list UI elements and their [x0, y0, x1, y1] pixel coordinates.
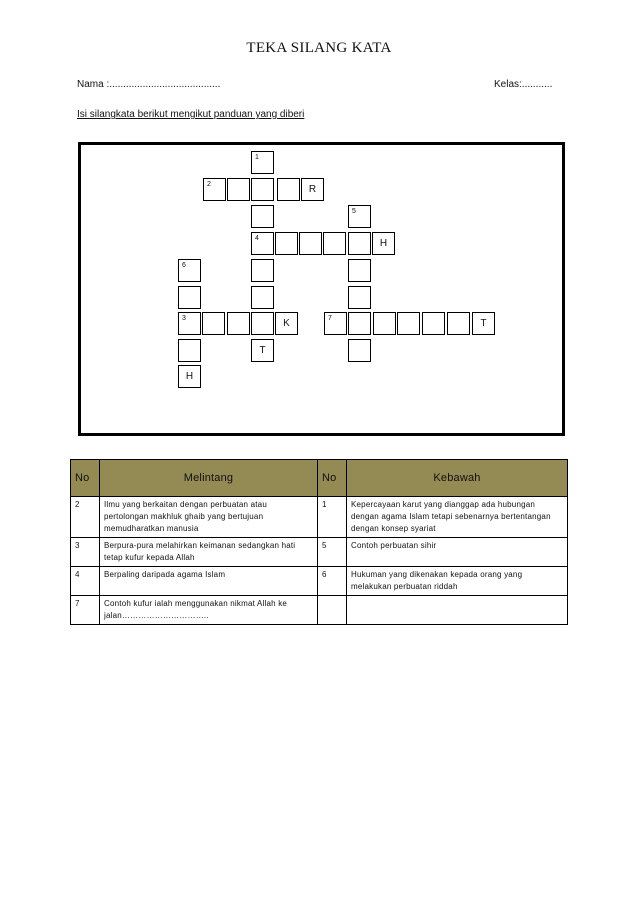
crossword-cell[interactable] [251, 205, 274, 228]
crossword-cell[interactable] [397, 312, 420, 335]
column-header: Kebawah [347, 460, 568, 497]
crossword-cell[interactable] [323, 232, 346, 255]
class-field[interactable]: Kelas:........... [494, 79, 553, 90]
clue-number: 4 [255, 235, 259, 242]
clue-number-cell: 2 [71, 497, 100, 538]
crossword-cell[interactable] [227, 312, 250, 335]
crossword-cell[interactable] [447, 312, 470, 335]
crossword-cell[interactable] [178, 286, 201, 309]
clue-number: 1 [255, 154, 259, 161]
crossword-cell[interactable] [472, 312, 495, 335]
across-clue: Berpaling daripada agama Islam [100, 567, 318, 596]
clues-header-row [71, 460, 568, 497]
crossword-cell[interactable] [348, 205, 371, 228]
column-header: No [71, 460, 100, 497]
clue-number: 7 [328, 315, 332, 322]
clue-number: 3 [182, 315, 186, 322]
given-letter: R [308, 184, 317, 195]
crossword-cell[interactable] [373, 312, 396, 335]
table-row [71, 596, 568, 625]
across-clue: Berpura-pura melahirkan keimanan sedangkan hati tetap kufur kepada Allah [100, 538, 318, 567]
crossword-cell[interactable] [348, 312, 371, 335]
down-clue [347, 596, 568, 625]
crossword-board [78, 142, 565, 436]
crossword-cell[interactable] [251, 151, 274, 174]
crossword-cell[interactable] [202, 312, 225, 335]
table-row [71, 567, 568, 596]
across-clue: Contoh kufur ialah menggunakan nikmat Allah ke jalan………………………….. [100, 596, 318, 625]
clue-number-cell: 6 [318, 567, 347, 596]
column-header: Melintang [100, 460, 318, 497]
crossword-cell[interactable] [275, 232, 298, 255]
given-letter: H [185, 371, 194, 382]
name-field[interactable]: Nama :........................................ [77, 79, 221, 90]
crossword-cell[interactable] [203, 178, 226, 201]
clue-number-cell [318, 596, 347, 625]
crossword-cell[interactable] [251, 178, 274, 201]
crossword-cell[interactable] [348, 259, 371, 282]
instruction-text: Isi silangkata berikut mengikut panduan yang diberi [77, 109, 305, 120]
clue-number-cell: 1 [318, 497, 347, 538]
down-clue: Hukuman yang dikenakan kepada orang yang melakukan perbuatan riddah [347, 567, 568, 596]
crossword-cell[interactable] [251, 286, 274, 309]
given-letter: T [259, 345, 266, 356]
crossword-cell[interactable] [348, 286, 371, 309]
crossword-cell[interactable] [301, 178, 324, 201]
table-row [71, 497, 568, 538]
clue-number: 2 [207, 181, 211, 188]
crossword-cell[interactable] [178, 312, 201, 335]
down-clue: Kepercayaan karut yang dianggap ada hubungan dengan agama Islam tetapi sebenarnya bertentangan dengan konsep syariat [347, 497, 568, 538]
across-clue: Ilmu yang berkaitan dengan perbuatan atau pertolongan makhluk ghaib yang bertujuan memudharatkan manusia [100, 497, 318, 538]
clue-number-cell: 5 [318, 538, 347, 567]
column-header: No [318, 460, 347, 497]
crossword-cell[interactable] [251, 259, 274, 282]
table-row [71, 538, 568, 567]
crossword-cell[interactable] [178, 259, 201, 282]
crossword-cell[interactable] [277, 178, 300, 201]
crossword-cell[interactable] [372, 232, 395, 255]
crossword-cell[interactable] [299, 232, 322, 255]
given-letter: K [283, 318, 290, 329]
crossword-cell[interactable] [275, 312, 298, 335]
clues-table [70, 459, 568, 625]
crossword-cell[interactable] [324, 312, 347, 335]
given-letter: H [379, 238, 388, 249]
crossword-cell[interactable] [178, 339, 201, 362]
crossword-cell[interactable] [348, 339, 371, 362]
crossword-cell[interactable] [348, 232, 371, 255]
clue-number: 5 [352, 208, 356, 215]
crossword-cell[interactable] [251, 312, 274, 335]
crossword-cell[interactable] [251, 339, 274, 362]
crossword-cell[interactable] [422, 312, 445, 335]
clue-number-cell: 4 [71, 567, 100, 596]
clue-number-cell: 3 [71, 538, 100, 567]
given-letter: T [480, 318, 487, 329]
clue-number-cell: 7 [71, 596, 100, 625]
crossword-cell[interactable] [178, 365, 201, 388]
crossword-cell[interactable] [227, 178, 250, 201]
clue-number: 6 [182, 262, 186, 269]
down-clue: Contoh perbuatan sihir [347, 538, 568, 567]
crossword-cell[interactable] [251, 232, 274, 255]
page-title: TEKA SILANG KATA [246, 40, 392, 56]
